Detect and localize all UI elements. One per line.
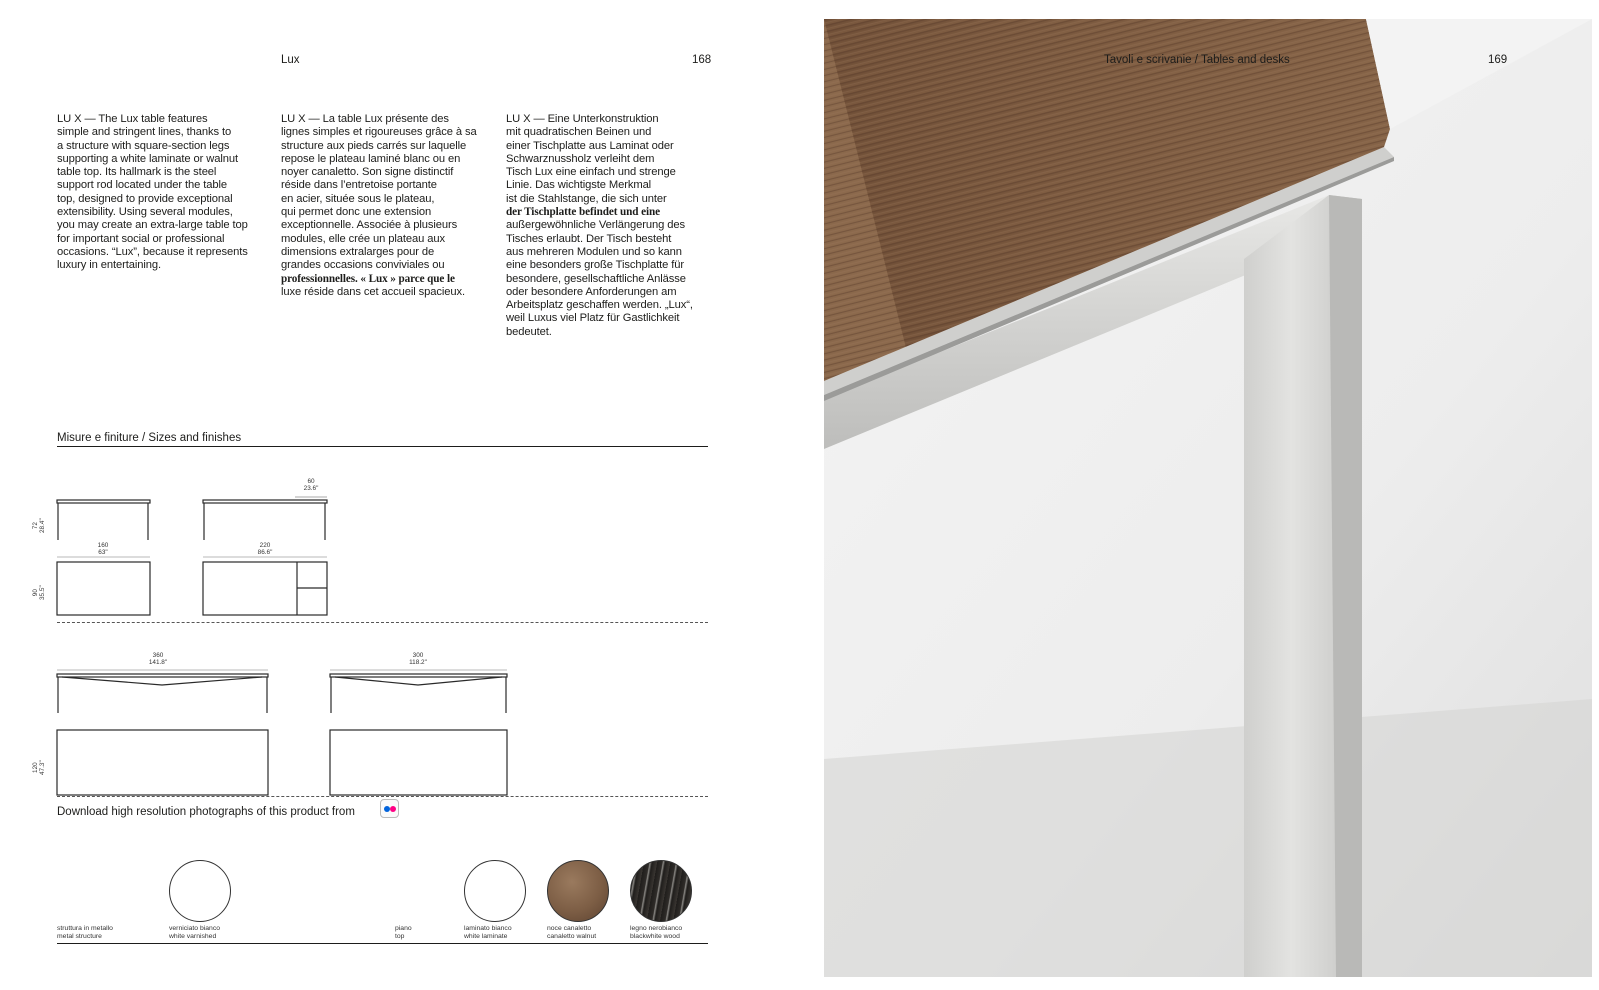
dim-height xyxy=(32,518,47,533)
product-photo xyxy=(824,19,1592,977)
text-line: for important social or professional xyxy=(57,232,225,245)
swatch-blackwhite-wood xyxy=(630,860,692,922)
dim-depth-120 xyxy=(32,760,47,775)
text-line: support rod located under the table xyxy=(57,179,228,192)
text-line: table top. Its hallmark is the steel xyxy=(57,166,217,179)
dim-220 xyxy=(247,542,283,557)
text-line: ist die Stahlstange, die sich unter xyxy=(506,192,667,205)
dim-value: 90 xyxy=(32,589,39,597)
bottom-divider xyxy=(57,943,708,944)
download-text: Download high resolution photographs of this product from xyxy=(57,806,355,818)
dim-value: 63" xyxy=(98,549,108,557)
text-line: mit quadratischen Beinen und xyxy=(506,126,652,139)
dashed-divider xyxy=(57,622,708,623)
right-page-title: Tavoli e scrivanie / Tables and desks xyxy=(1104,54,1290,66)
text-line: en acier, située sous le plateau, xyxy=(281,192,435,205)
swatch-white-varnished xyxy=(169,860,231,922)
label-en: blackwhite wood xyxy=(630,933,680,940)
flickr-pink-dot xyxy=(390,806,396,812)
label-en: canaletto walnut xyxy=(547,933,597,940)
label-en: metal structure xyxy=(57,933,102,940)
dim-value: 160 xyxy=(97,542,109,549)
plan-220 xyxy=(203,562,327,615)
finish-label-white-laminate xyxy=(464,925,512,941)
dim-value: 35.5" xyxy=(39,585,47,600)
dim-depth-90 xyxy=(32,585,47,600)
label-it: piano xyxy=(395,925,412,932)
dim-value: 72 xyxy=(32,522,39,530)
dashed-divider xyxy=(57,796,708,797)
label-en: white laminate xyxy=(464,933,508,940)
description-french xyxy=(281,113,479,299)
swatch-white-laminate xyxy=(464,860,526,922)
dim-160 xyxy=(85,542,121,557)
label-it: legno nerobianco xyxy=(630,925,683,932)
text-line: LU X — La table Lux présente des xyxy=(281,113,449,125)
text-line: simple and stringent lines, thanks to xyxy=(57,126,232,139)
text-line: exceptionnelle. Associée à plusieurs xyxy=(281,219,458,232)
text-line: LU X — Eine Unterkonstruktion xyxy=(506,113,659,125)
finish-label-top xyxy=(395,925,412,941)
plan-300 xyxy=(330,730,507,795)
text-line: aus mehreren Modulen und so kann xyxy=(506,245,682,258)
text-line: LU X — The Lux table features xyxy=(57,113,208,125)
finish-label-blackwhite-wood xyxy=(630,925,682,941)
label-it: laminato bianco xyxy=(464,925,512,932)
page-number: 168 xyxy=(692,54,712,66)
text-line: luxe réside dans cet accueil spacieux. xyxy=(281,285,466,298)
text-line: der Tischplatte befindet und eine xyxy=(506,206,660,219)
text-line: you may create an extra-large table top xyxy=(57,219,248,232)
label-en: white varnished xyxy=(169,933,217,940)
text-line: Arbeitsplatz geschaffen werden. „Lux“, xyxy=(506,299,693,312)
text-line: a structure with square-section legs xyxy=(57,139,230,152)
finish-label-structure xyxy=(57,925,113,941)
elevation-160 xyxy=(57,500,150,540)
divider xyxy=(57,446,708,447)
elevation-360 xyxy=(57,674,268,713)
text-line: besondere, gesellschaftliche Anlässe xyxy=(506,272,686,285)
dim-value: 60 xyxy=(307,478,315,485)
text-line: modules, elle crée un plateau aux xyxy=(281,232,445,245)
text-line: oder besondere Anforderungen am xyxy=(506,285,677,298)
text-line: Tisch Lux eine einfach und strenge xyxy=(506,166,676,179)
text-line: eine besonders große Tischplatte für xyxy=(506,259,684,272)
text-line: Schwarznussholz verleiht dem xyxy=(506,152,655,165)
text-line: luxury in entertaining. xyxy=(57,259,162,272)
text-line: dimensions extralarges pour de xyxy=(281,245,435,258)
dim-value: 118.2" xyxy=(409,659,427,667)
text-line: noyer canaletto. Son signe distinctif xyxy=(281,166,454,179)
text-line: bedeutet. xyxy=(506,325,552,338)
text-line: grandes occasions conviviales ou xyxy=(281,259,445,272)
elevation-220 xyxy=(203,497,327,540)
dim-value: 220 xyxy=(259,542,271,549)
dim-ext xyxy=(293,478,329,493)
text-line: réside dans l’entretoise portante xyxy=(281,179,437,192)
description-english xyxy=(57,113,255,273)
text-line: professionnelles. « Lux » parce que le xyxy=(281,272,455,285)
text-line: einer Tischplatte aus Laminat oder xyxy=(506,139,674,152)
text-line: occasions. “Lux”, because it represents xyxy=(57,245,248,258)
description-german xyxy=(506,113,704,339)
dim-value: 86.6" xyxy=(257,549,273,557)
flickr-icon[interactable] xyxy=(380,799,399,818)
text-line: Tisches erlaubt. Der Tisch besteht xyxy=(506,232,672,245)
right-page-number: 169 xyxy=(1488,54,1508,66)
text-line: top, designed to provide exceptional xyxy=(57,192,233,205)
label-it: struttura in metallo xyxy=(57,925,113,932)
text-line: Linie. Das wichtigste Merkmal xyxy=(506,179,652,192)
finish-label-white-varnished xyxy=(169,925,220,941)
label-en: top xyxy=(395,933,405,940)
table-illustration xyxy=(824,19,1592,977)
dim-value: 28.4" xyxy=(39,518,47,533)
text-line: lignes simples et rigoureuses grâce à sa xyxy=(281,126,477,139)
dim-value: 120 xyxy=(32,762,39,773)
text-line: weil Luxus viel Platz für Gastlichkeit xyxy=(506,312,680,325)
text-line: qui permet donc une extension xyxy=(281,206,432,219)
dim-value: 360 xyxy=(152,652,164,659)
label-it: verniciato bianco xyxy=(169,925,221,932)
swatch-canaletto-walnut xyxy=(547,860,609,922)
text-line: repose le plateau laminé blanc ou en xyxy=(281,152,461,165)
dimension-drawings xyxy=(0,455,720,805)
dim-value: 23.6" xyxy=(303,485,319,493)
dim-value: 47.3" xyxy=(39,760,47,775)
sizes-title: Misure e finiture / Sizes and finishes xyxy=(57,432,242,444)
label-it: noce canaletto xyxy=(547,925,592,932)
text-line: structure aux pieds carrés sur laquelle xyxy=(281,139,467,152)
dim-360 xyxy=(140,652,176,667)
elevation-300 xyxy=(330,674,507,713)
plan-360 xyxy=(57,730,268,795)
dim-value: 300 xyxy=(412,652,424,659)
text-line: extensibility. Using several modules, xyxy=(57,206,233,219)
plan-160 xyxy=(57,562,150,615)
finish-label-walnut xyxy=(547,925,596,941)
dim-value: 141.8" xyxy=(148,659,168,667)
text-line: supporting a white laminate or walnut xyxy=(57,152,238,165)
dim-300 xyxy=(400,652,436,667)
text-line: außergewöhnliche Verlängerung des xyxy=(506,219,685,232)
page-title: Lux xyxy=(281,54,300,66)
